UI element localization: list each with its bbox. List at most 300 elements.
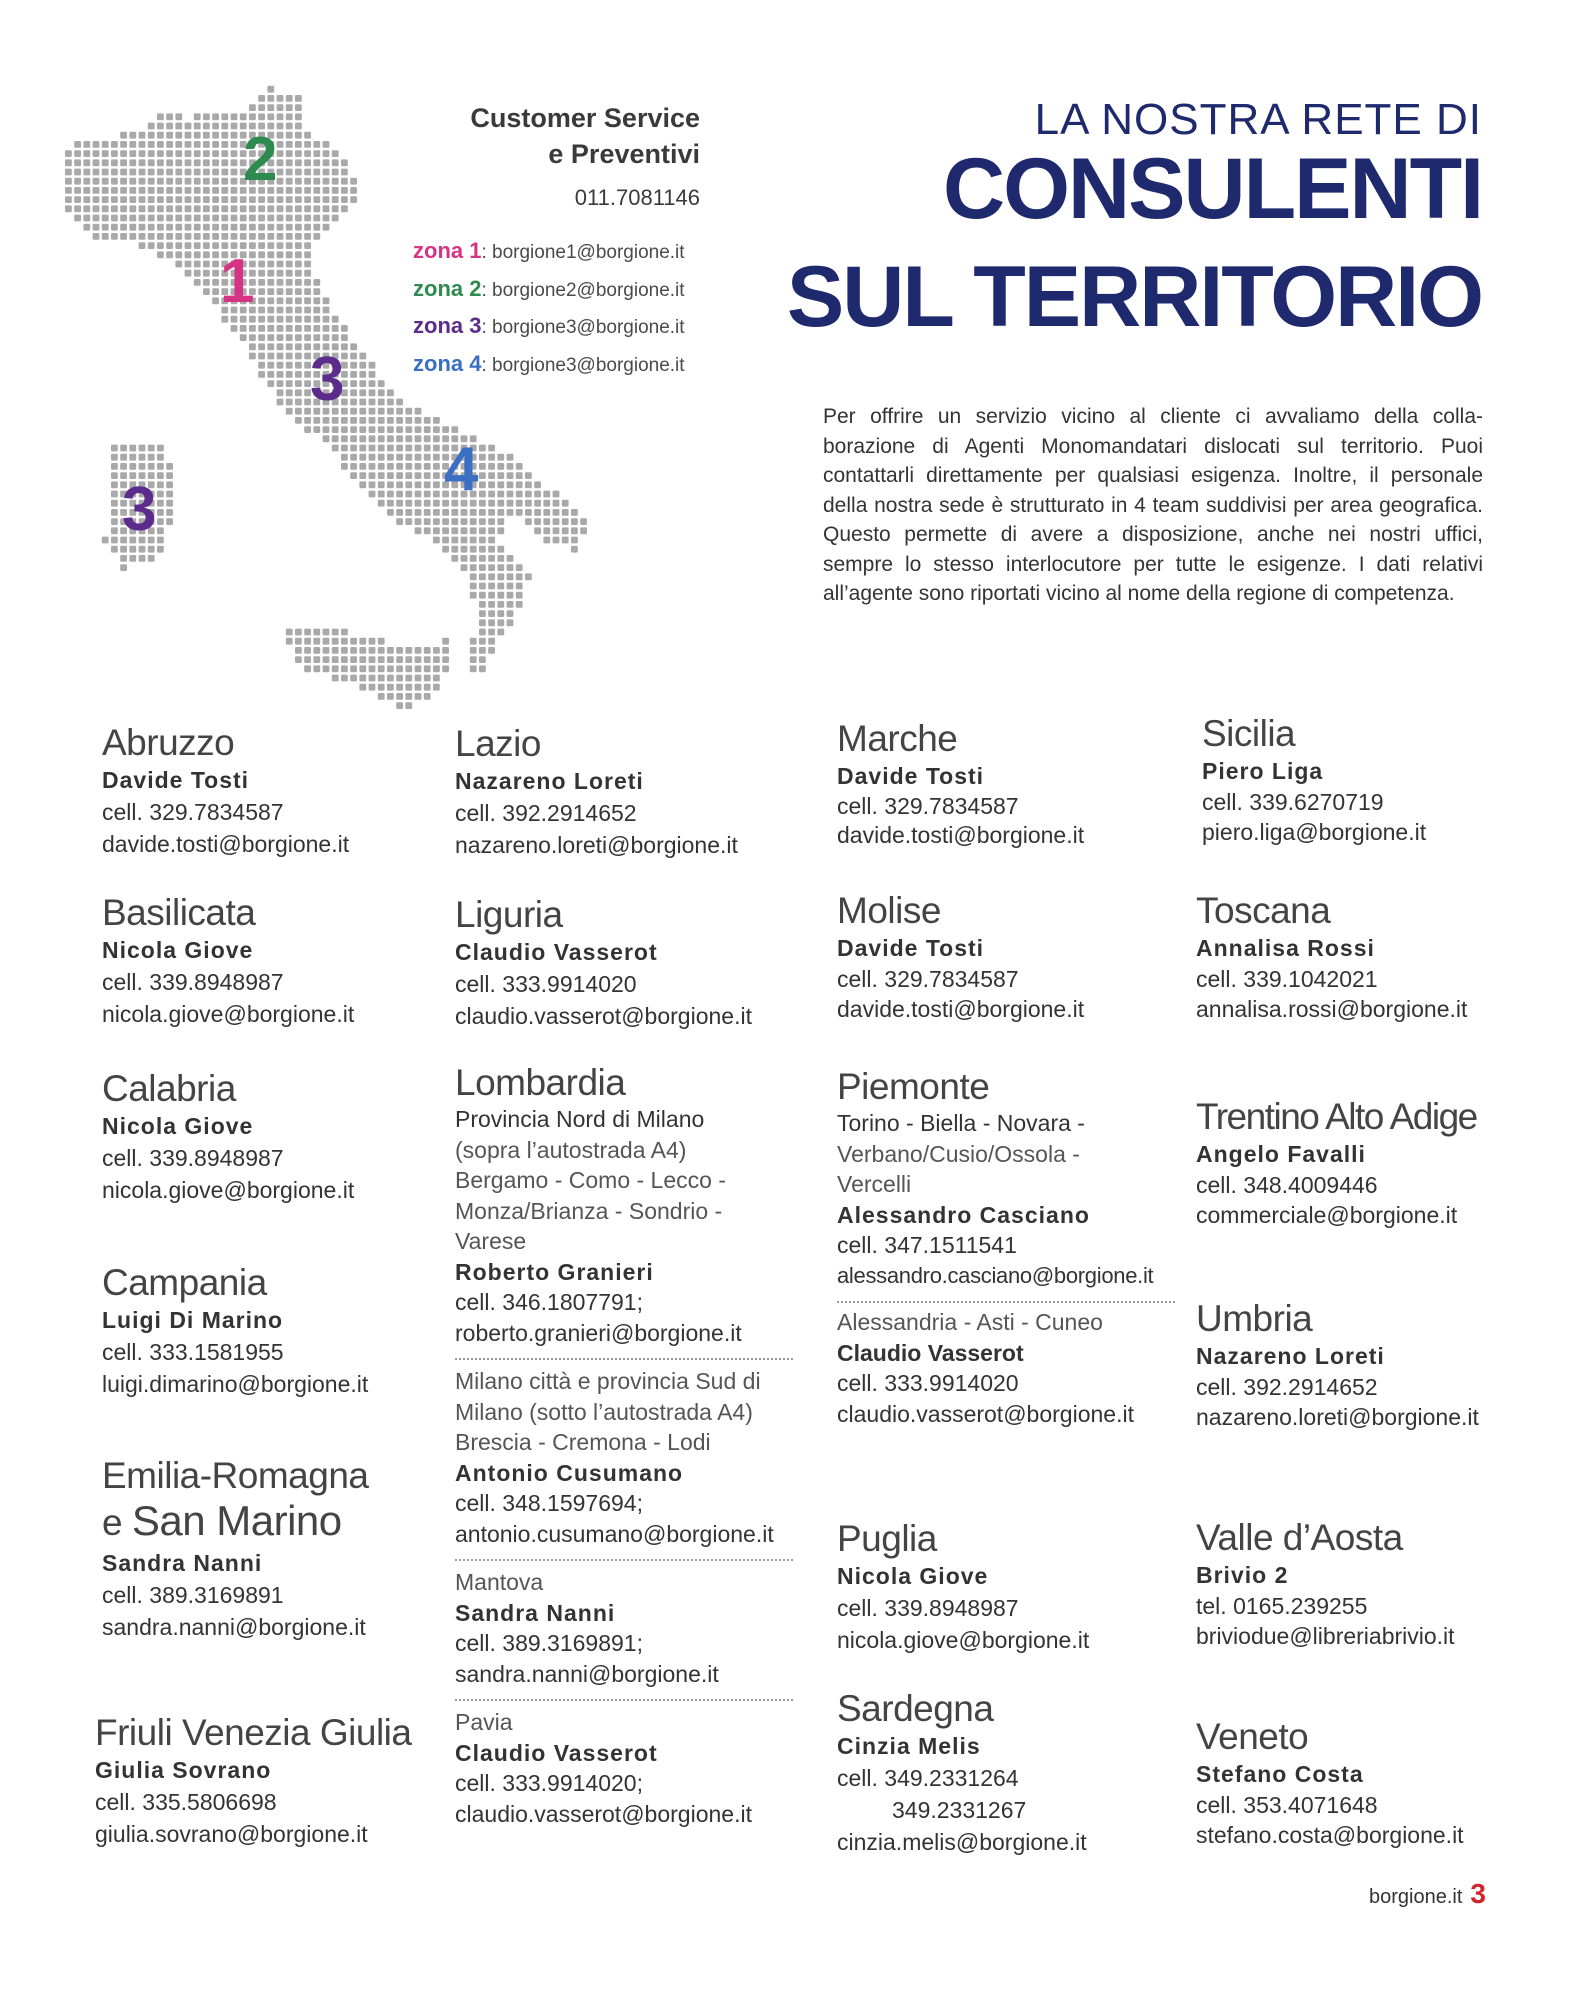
- map-dot: [396, 509, 403, 516]
- map-dot: [415, 665, 422, 672]
- map-dot: [350, 353, 357, 360]
- map-dot: [277, 270, 284, 277]
- map-dot: [415, 684, 422, 691]
- agent-email[interactable]: commerciale@borgione.it: [1196, 1202, 1458, 1228]
- agent-phone[interactable]: cell. 333.9914020: [837, 1370, 1019, 1396]
- map-dot: [433, 454, 440, 461]
- agent-email[interactable]: davide.tosti@borgione.it: [102, 831, 350, 857]
- map-dot: [313, 638, 320, 645]
- region-veneto: [1196, 1716, 1464, 1850]
- map-dot: [323, 417, 330, 424]
- area-line: Alessandria - Asti - Cuneo: [837, 1309, 1103, 1335]
- region-lazio: [455, 723, 738, 861]
- map-dot: [304, 665, 311, 672]
- map-dot: [378, 417, 385, 424]
- map-dot: [405, 509, 412, 516]
- map-dot: [249, 215, 256, 222]
- map-dot: [387, 399, 394, 406]
- map-dot: [405, 675, 412, 682]
- map-dot: [304, 196, 311, 203]
- map-dot: [304, 215, 311, 222]
- map-dot: [129, 132, 136, 139]
- agent-phone[interactable]: cell. 329.7834587: [102, 799, 284, 825]
- agent-name: Giulia Sovrano: [95, 1757, 272, 1783]
- map-dot: [507, 463, 514, 470]
- map-dot: [129, 178, 136, 185]
- map-dot: [93, 187, 100, 194]
- map-dot: [277, 279, 284, 286]
- agent-phone[interactable]: cell. 346.1807791;: [455, 1289, 643, 1315]
- map-dot: [286, 399, 293, 406]
- map-dot: [267, 251, 274, 258]
- map-dot: [111, 445, 118, 452]
- map-dot: [267, 233, 274, 240]
- map-dot: [148, 169, 155, 176]
- map-dot: [120, 233, 127, 240]
- map-dot: [497, 527, 504, 534]
- map-dot: [157, 233, 164, 240]
- map-dot: [249, 353, 256, 360]
- map-dot: [102, 159, 109, 166]
- map-dot: [332, 215, 339, 222]
- map-dot: [433, 527, 440, 534]
- map-dot: [102, 205, 109, 212]
- agent-email[interactable]: sandra.nanni@borgione.it: [102, 1614, 366, 1640]
- agent-name: Nazareno Loreti: [455, 768, 644, 794]
- agent-email[interactable]: claudio.vasserot@borgione.it: [455, 1800, 752, 1827]
- map-dot: [415, 472, 422, 479]
- map-dot: [139, 141, 146, 148]
- map-dot: [148, 150, 155, 157]
- map-dot: [543, 527, 550, 534]
- map-dot: [221, 178, 228, 185]
- agent-phone[interactable]: cell. 329.7834587: [837, 966, 1019, 992]
- map-dot: [543, 500, 550, 507]
- map-dot: [258, 371, 265, 378]
- footer-site[interactable]: borgione.it: [1369, 1886, 1463, 1908]
- map-dot: [175, 251, 182, 258]
- map-dot: [378, 693, 385, 700]
- agent-phone[interactable]: cell. 339.8948987: [837, 1595, 1019, 1621]
- map-dot: [129, 159, 136, 166]
- map-dot: [341, 629, 348, 636]
- map-dot: [295, 288, 302, 295]
- map-dot: [258, 261, 265, 268]
- map-dot: [350, 454, 357, 461]
- agent-phone[interactable]: tel. 0165.239255: [1196, 1593, 1368, 1619]
- map-dot: [212, 141, 219, 148]
- map-dot: [120, 187, 127, 194]
- agent-email[interactable]: roberto.granieri@borgione.it: [455, 1319, 742, 1346]
- map-dot: [157, 123, 164, 130]
- map-dot: [185, 150, 192, 157]
- agent-phone[interactable]: cell. 329.7834587: [837, 793, 1019, 819]
- region-name: Toscana: [1196, 890, 1331, 931]
- map-dot: [313, 325, 320, 332]
- map-dot: [102, 187, 109, 194]
- map-dot: [203, 279, 210, 286]
- agent-email[interactable]: giulia.sovrano@borgione.it: [95, 1821, 368, 1847]
- agent-name: Stefano Costa: [1196, 1761, 1364, 1787]
- agent-phone[interactable]: cell. 349.2331264: [837, 1765, 1019, 1791]
- agent-phone[interactable]: cell. 353.4071648: [1196, 1792, 1378, 1818]
- map-dot: [277, 95, 284, 102]
- map-dot: [415, 675, 422, 682]
- map-dot: [332, 435, 339, 442]
- map-dot: [203, 205, 210, 212]
- zone-1-email[interactable]: : borgione1@borgione.it: [481, 242, 685, 263]
- map-dot: [332, 150, 339, 157]
- map-dot: [516, 500, 523, 507]
- map-dot: [543, 537, 550, 544]
- map-dot: [111, 527, 118, 534]
- map-dot: [488, 638, 495, 645]
- region-molise: [837, 890, 1084, 1024]
- map-dot: [231, 132, 238, 139]
- agent-name: Brivio 2: [1196, 1562, 1289, 1588]
- agent-phone[interactable]: cell. 335.5806698: [95, 1789, 277, 1815]
- map-dot: [507, 454, 514, 461]
- agent-email[interactable]: alessandro.casciano@borgione.it: [837, 1262, 1154, 1288]
- zone-2-email[interactable]: : borgione2@borgione.it: [481, 280, 685, 301]
- region-name: Marche: [837, 718, 958, 759]
- map-dot: [240, 334, 247, 341]
- region-name: Lazio: [455, 723, 541, 764]
- map-dot: [175, 141, 182, 148]
- map-dot: [488, 527, 495, 534]
- map-dot: [350, 196, 357, 203]
- agent-email[interactable]: davide.tosti@borgione.it: [837, 822, 1085, 848]
- map-dot: [212, 242, 219, 249]
- map-dot: [231, 169, 238, 176]
- map-dot: [405, 656, 412, 663]
- map-dot: [396, 408, 403, 415]
- customer-service-line1: Customer Service: [470, 103, 700, 133]
- map-dot: [258, 251, 265, 258]
- map-dot: [221, 196, 228, 203]
- map-dot: [497, 500, 504, 507]
- map-dot: [442, 509, 449, 516]
- map-dot: [286, 187, 293, 194]
- map-dot: [323, 435, 330, 442]
- map-dot: [194, 224, 201, 231]
- map-dot: [507, 619, 514, 626]
- map-dot: [543, 509, 550, 516]
- agent-phone-2[interactable]: 349.2331267: [892, 1797, 1027, 1823]
- map-dot: [258, 316, 265, 323]
- map-dot: [203, 159, 210, 166]
- agent-email[interactable]: sandra.nanni@borgione.it: [455, 1660, 719, 1687]
- map-dot: [433, 463, 440, 470]
- map-dot: [396, 472, 403, 479]
- map-dot: [166, 509, 173, 516]
- map-dot: [396, 445, 403, 452]
- map-dot: [221, 150, 228, 157]
- agent-email[interactable]: nazareno.loreti@borgione.it: [1196, 1404, 1479, 1430]
- zone-4-email[interactable]: : borgione3@borgione.it: [481, 355, 685, 376]
- agent-phone[interactable]: cell. 339.8948987: [102, 969, 284, 995]
- region-name: Liguria: [455, 894, 563, 935]
- map-dot: [267, 297, 274, 304]
- map-dot: [175, 205, 182, 212]
- map-dot: [74, 178, 81, 185]
- agent-name: Roberto Granieri: [455, 1258, 654, 1285]
- agent-phone[interactable]: cell. 348.1597694;: [455, 1490, 643, 1516]
- map-dot: [488, 445, 495, 452]
- map-dot: [387, 463, 394, 470]
- map-dot: [203, 224, 210, 231]
- agent-email[interactable]: luigi.dimarino@borgione.it: [102, 1371, 369, 1397]
- agent-phone[interactable]: cell. 392.2914652: [1196, 1374, 1378, 1400]
- agent-email[interactable]: cinzia.melis@borgione.it: [837, 1829, 1087, 1855]
- map-dot: [313, 629, 320, 636]
- map-dot: [194, 141, 201, 148]
- map-dot: [166, 472, 173, 479]
- map-dot: [433, 472, 440, 479]
- map-dot: [571, 509, 578, 516]
- map-dot: [424, 481, 431, 488]
- map-dot: [415, 463, 422, 470]
- map-dot: [240, 196, 247, 203]
- map-dot: [185, 132, 192, 139]
- map-dot: [194, 169, 201, 176]
- map-dot: [433, 417, 440, 424]
- map-dot: [258, 215, 265, 222]
- map-dot: [148, 187, 155, 194]
- map-dot: [442, 647, 449, 654]
- divider: [455, 1358, 793, 1360]
- map-dot: [249, 205, 256, 212]
- map-dot: [350, 389, 357, 396]
- map-dot: [295, 123, 302, 130]
- agent-email[interactable]: nicola.giove@borgione.it: [102, 1177, 355, 1203]
- map-dot: [295, 353, 302, 360]
- map-dot: [534, 518, 541, 525]
- agent-phone[interactable]: cell. 333.9914020;: [455, 1770, 643, 1796]
- map-dot: [175, 233, 182, 240]
- customer-service-phone[interactable]: 011.7081146: [574, 185, 700, 210]
- agent-email[interactable]: briviodue@libreriabrivio.it: [1196, 1623, 1455, 1649]
- map-dot: [387, 684, 394, 691]
- agent-phone[interactable]: cell. 333.1581955: [102, 1339, 284, 1365]
- map-dot: [396, 417, 403, 424]
- map-dot: [553, 537, 560, 544]
- zone-3-email[interactable]: : borgione3@borgione.it: [481, 317, 685, 338]
- map-dot: [424, 417, 431, 424]
- map-dot: [304, 132, 311, 139]
- map-dot: [424, 684, 431, 691]
- map-dot: [212, 215, 219, 222]
- map-dot: [277, 389, 284, 396]
- agent-email[interactable]: nicola.giove@borgione.it: [102, 1001, 355, 1027]
- map-dot: [332, 178, 339, 185]
- map-dot: [277, 242, 284, 249]
- map-dot: [83, 215, 90, 222]
- map-dot: [185, 141, 192, 148]
- agent-phone[interactable]: cell. 339.8948987: [102, 1145, 284, 1171]
- agent-phone[interactable]: cell. 347.1511541: [837, 1232, 1017, 1258]
- map-dot: [304, 638, 311, 645]
- agent-email[interactable]: claudio.vasserot@borgione.it: [837, 1400, 1134, 1427]
- map-dot: [405, 647, 412, 654]
- map-dot: [415, 408, 422, 415]
- region-lombardia: [455, 1062, 795, 1829]
- zone-4-row: [413, 351, 733, 377]
- agent-phone[interactable]: cell. 389.3169891: [102, 1582, 284, 1608]
- map-dot: [221, 224, 228, 231]
- zone-3-label: zona 3: [413, 313, 482, 338]
- agent-phone[interactable]: cell. 389.3169891;: [455, 1630, 643, 1656]
- map-dot: [277, 141, 284, 148]
- map-dot: [497, 491, 504, 498]
- map-dot: [65, 159, 72, 166]
- region-name: Valle d’Aosta: [1196, 1517, 1403, 1558]
- map-dot: [166, 481, 173, 488]
- map-dot: [461, 527, 468, 534]
- map-dot: [369, 408, 376, 415]
- map-dot: [378, 491, 385, 498]
- map-dot: [286, 123, 293, 130]
- map-dot: [350, 435, 357, 442]
- agent-email[interactable]: piero.liga@borgione.it: [1202, 819, 1427, 845]
- map-dot: [424, 454, 431, 461]
- map-dot: [497, 564, 504, 571]
- map-dot: [277, 261, 284, 268]
- map-dot: [267, 288, 274, 295]
- map-dot: [111, 224, 118, 231]
- map-dot: [405, 426, 412, 433]
- heading-line2: CONSULENTI: [943, 141, 1482, 237]
- map-dot: [323, 307, 330, 314]
- map-dot: [433, 647, 440, 654]
- map-dot: [249, 196, 256, 203]
- map-dot: [267, 261, 274, 268]
- map-dot: [277, 297, 284, 304]
- map-dot: [258, 334, 265, 341]
- map-dot: [332, 187, 339, 194]
- map-dot: [231, 196, 238, 203]
- map-dot: [277, 123, 284, 130]
- agent-email[interactable]: stefano.costa@borgione.it: [1196, 1822, 1464, 1848]
- map-dot: [129, 463, 136, 470]
- map-dot: [488, 619, 495, 626]
- map-dot: [497, 472, 504, 479]
- map-dot: [212, 205, 219, 212]
- map-dot: [359, 665, 366, 672]
- map-dot: [240, 316, 247, 323]
- map-dot: [286, 408, 293, 415]
- agent-email[interactable]: annalisa.rossi@borgione.it: [1196, 996, 1468, 1022]
- agent-phone[interactable]: cell. 339.6270719: [1202, 789, 1384, 815]
- map-dot: [175, 132, 182, 139]
- map-dot: [341, 187, 348, 194]
- map-dot: [286, 638, 293, 645]
- map-dot: [470, 656, 477, 663]
- map-dot: [148, 141, 155, 148]
- map-dot: [405, 481, 412, 488]
- map-dot: [120, 463, 127, 470]
- map-dot: [396, 426, 403, 433]
- map-dot: [396, 481, 403, 488]
- agent-phone[interactable]: cell. 392.2914652: [455, 800, 637, 826]
- map-dot: [470, 647, 477, 654]
- region-sardegna: [837, 1688, 1087, 1858]
- agent-name: Sandra Nanni: [102, 1550, 263, 1576]
- map-dot: [341, 454, 348, 461]
- map-dot: [341, 665, 348, 672]
- map-dot: [341, 169, 348, 176]
- area-line: (sopra l’autostrada A4): [455, 1136, 687, 1163]
- map-dot: [387, 417, 394, 424]
- agent-phone[interactable]: cell. 348.4009446: [1196, 1172, 1378, 1198]
- region-name: Umbria: [1196, 1298, 1313, 1339]
- map-dot: [277, 399, 284, 406]
- map-dot: [249, 224, 256, 231]
- map-dot: [175, 187, 182, 194]
- map-dot: [350, 647, 357, 654]
- agent-email[interactable]: claudio.vasserot@borgione.it: [455, 1003, 752, 1029]
- map-dot: [304, 261, 311, 268]
- map-dot: [74, 215, 81, 222]
- agent-phone[interactable]: cell. 333.9914020: [455, 971, 637, 997]
- map-dot: [470, 665, 477, 672]
- divider: [837, 1301, 1175, 1303]
- map-dot: [203, 187, 210, 194]
- map-dot: [323, 150, 330, 157]
- map-dot: [139, 445, 146, 452]
- map-dot: [231, 141, 238, 148]
- map-dot: [387, 656, 394, 663]
- map-dot: [221, 123, 228, 130]
- agent-name: Nicola Giove: [837, 1563, 989, 1589]
- agent-email[interactable]: davide.tosti@borgione.it: [837, 996, 1085, 1022]
- map-dot: [221, 187, 228, 194]
- map-dot: [359, 371, 366, 378]
- map-dot: [212, 159, 219, 166]
- map-dot: [341, 325, 348, 332]
- map-dot: [442, 518, 449, 525]
- map-dot: [405, 518, 412, 525]
- agent-email[interactable]: antonio.cusumano@borgione.it: [455, 1520, 774, 1547]
- map-dot: [295, 316, 302, 323]
- area-line: Milano città e provincia Sud di: [455, 1368, 761, 1394]
- map-dot: [525, 491, 532, 498]
- map-dot: [267, 224, 274, 231]
- map-dot: [277, 288, 284, 295]
- map-dot: [369, 417, 376, 424]
- map-dot: [387, 509, 394, 516]
- map-dot: [185, 233, 192, 240]
- map-dot: [415, 454, 422, 461]
- agent-email[interactable]: nazareno.loreti@borgione.it: [455, 832, 738, 858]
- map-dot: [470, 509, 477, 516]
- agent-email[interactable]: nicola.giove@borgione.it: [837, 1627, 1090, 1653]
- map-dot: [111, 481, 118, 488]
- map-dot: [369, 454, 376, 461]
- map-dot: [470, 573, 477, 580]
- map-dot: [442, 656, 449, 663]
- map-dot: [387, 491, 394, 498]
- map-dot: [120, 224, 127, 231]
- map-dot: [93, 150, 100, 157]
- map-dot: [332, 647, 339, 654]
- map-dot: [111, 509, 118, 516]
- map-dot: [166, 132, 173, 139]
- map-dot: [111, 187, 118, 194]
- map-dot: [148, 132, 155, 139]
- map-dot: [286, 362, 293, 369]
- agent-phone[interactable]: cell. 339.1042021: [1196, 966, 1378, 992]
